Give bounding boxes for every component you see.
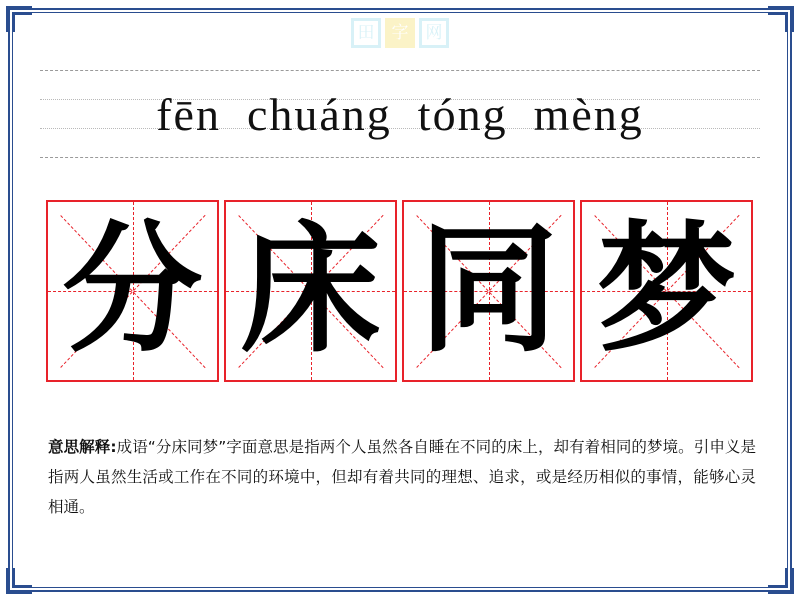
corner-ornament-bottom-left bbox=[6, 568, 32, 594]
character-grid bbox=[46, 200, 753, 382]
watermark-char-1: 田 bbox=[351, 18, 381, 48]
pinyin-syllable-4: mèng bbox=[533, 88, 644, 140]
pinyin-syllable-2: chuáng bbox=[246, 88, 392, 140]
character-cell-3 bbox=[402, 200, 575, 382]
corner-ornament-top-right bbox=[768, 6, 794, 32]
pinyin-text bbox=[40, 70, 760, 158]
pinyin-syllable-1: fēn bbox=[156, 88, 221, 140]
explanation-label: 意思解释: bbox=[48, 438, 117, 456]
corner-ornament-bottom-right bbox=[768, 568, 794, 594]
character-glyph: 分 bbox=[62, 209, 203, 372]
pinyin-syllable-3: tóng bbox=[417, 88, 508, 140]
character-cell-1 bbox=[46, 200, 219, 382]
corner-ornament-top-left bbox=[6, 6, 32, 32]
character-glyph: 床 bbox=[240, 209, 381, 372]
character-glyph: 同 bbox=[418, 209, 559, 372]
pinyin-band bbox=[40, 70, 760, 158]
explanation-block bbox=[48, 432, 756, 523]
character-cell-2 bbox=[224, 200, 397, 382]
watermark-logo bbox=[351, 18, 449, 48]
watermark-char-2: 字 bbox=[385, 18, 415, 48]
explanation-text: 成语“分床同梦”字面意思是指两个人虽然各自睡在不同的床上，却有着相同的梦境。引申义是指两人虽然生活或工作在不同的环境中，但却有着共同的理想、追求，或是经历相似的事情，能够心灵相通。 bbox=[48, 438, 756, 517]
character-glyph: 梦 bbox=[596, 209, 737, 372]
character-cell-4 bbox=[580, 200, 753, 382]
watermark-char-3: 网 bbox=[419, 18, 449, 48]
